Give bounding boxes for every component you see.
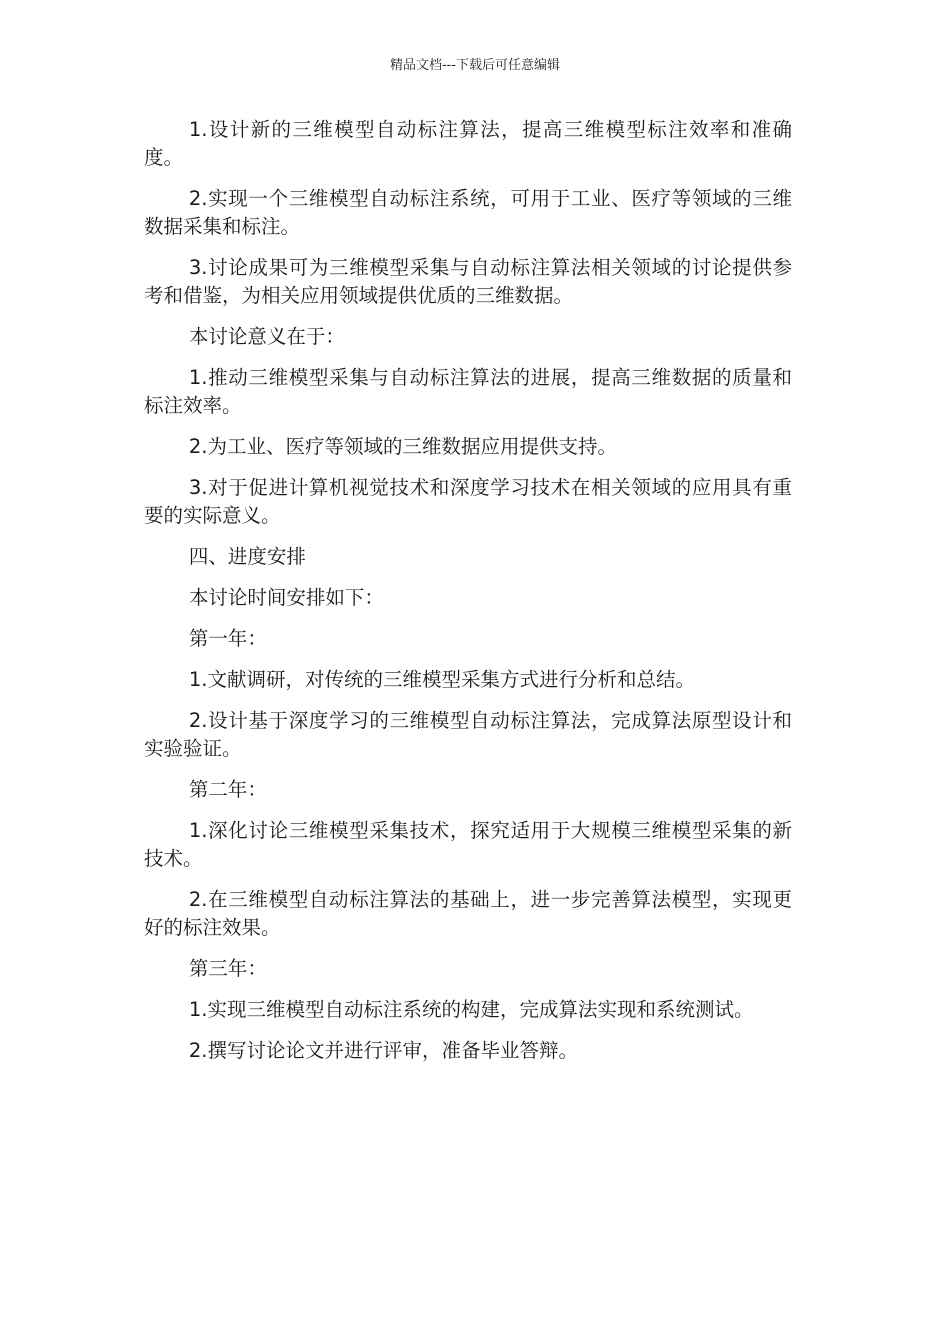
heading-year-1: 第一年： bbox=[188, 627, 267, 650]
heading-year-3: 第三年： bbox=[188, 957, 267, 980]
paragraph-significance-1: 1.推动三维模型采集与自动标注算法的进展，提高三维数据的质量和标注效率。 bbox=[144, 366, 792, 417]
paragraph-goal-3: 3.讨论成果可为三维模型采集与自动标注算法相关领域的讨论提供参考和借鉴，为相关应用领域提供优质的三维数据。 bbox=[144, 256, 792, 307]
paragraph-year1-task-1: 1.文献调研，对传统的三维模型采集方式进行分析和总结。 bbox=[188, 668, 695, 691]
paragraph-year2-task-1: 1.深化讨论三维模型采集技术，探究适用于大规模三维模型采集的新技术。 bbox=[144, 819, 792, 870]
paragraph-year3-task-1: 1.实现三维模型自动标注系统的构建，完成算法实现和系统测试。 bbox=[188, 998, 754, 1021]
section-heading-schedule: 四、进度安排 bbox=[188, 545, 306, 568]
document-body bbox=[144, 116, 792, 1078]
paragraph-significance-2: 2.为工业、医疗等领域的三维数据应用提供支持。 bbox=[188, 435, 617, 458]
paragraph-year2-task-2: 2.在三维模型自动标注算法的基础上，进一步完善算法模型，实现更好的标注效果。 bbox=[144, 888, 792, 939]
paragraph-significance-intro: 本讨论意义在于： bbox=[188, 325, 345, 348]
paragraph-year3-task-2: 2.撰写讨论论文并进行评审，准备毕业答辩。 bbox=[188, 1039, 578, 1062]
paragraph-goal-1: 1.设计新的三维模型自动标注算法，提高三维模型标注效率和准确度。 bbox=[144, 118, 792, 169]
paragraph-significance-3: 3.对于促进计算机视觉技术和深度学习技术在相关领域的应用具有重要的实际意义。 bbox=[144, 476, 792, 527]
paragraph-goal-2: 2.实现一个三维模型自动标注系统，可用于工业、医疗等领域的三维数据采集和标注。 bbox=[144, 187, 792, 238]
page-header: 精品文档---下载后可任意编辑 bbox=[389, 58, 561, 73]
heading-year-2: 第二年： bbox=[188, 778, 267, 801]
paragraph-year1-task-2: 2.设计基于深度学习的三维模型自动标注算法，完成算法原型设计和实验验证。 bbox=[144, 709, 792, 760]
paragraph-schedule-intro: 本讨论时间安排如下： bbox=[188, 586, 384, 609]
